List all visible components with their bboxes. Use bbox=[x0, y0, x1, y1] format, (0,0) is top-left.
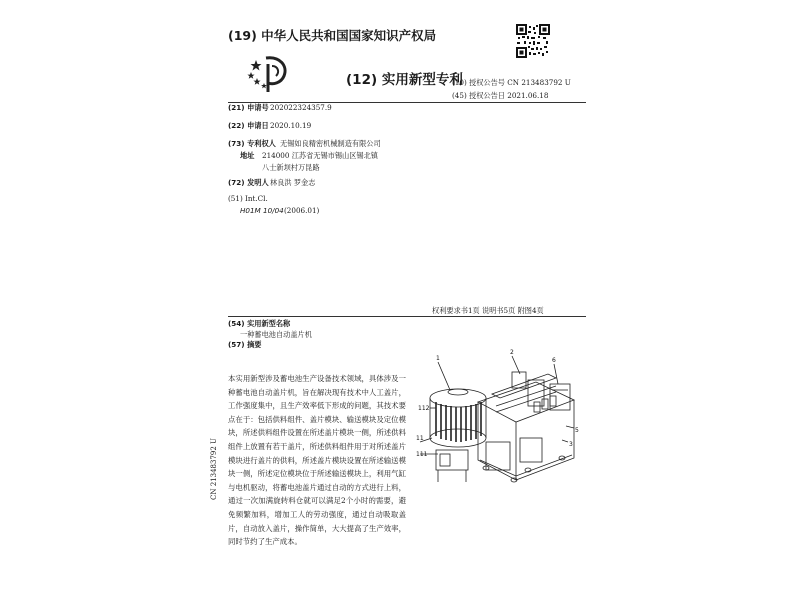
patent-page bbox=[210, 18, 586, 582]
abstract-label: (57) 摘要 bbox=[228, 340, 262, 349]
office-name: (19) 中华人民共和国国家知识产权局 bbox=[228, 28, 437, 43]
machine-drawing bbox=[416, 342, 580, 502]
publication-date: (45) 授权公告日 2021.06.18 bbox=[452, 91, 549, 100]
page-count-note: 权利要求书1页 说明书5页 附图4页 bbox=[432, 306, 544, 315]
figure-label: 5 bbox=[575, 427, 579, 434]
abstract-rule bbox=[228, 316, 586, 317]
int-cl-label: (51) Int.Cl. bbox=[228, 194, 268, 203]
figure-label: 112 bbox=[418, 405, 430, 412]
patentee: 无锡如良精密机械制造有限公司 bbox=[280, 139, 381, 148]
int-cl-code: H01M 10/04 bbox=[240, 206, 284, 215]
figure-label: 1 bbox=[436, 355, 440, 362]
filing-date: 2020.10.19 bbox=[270, 121, 312, 130]
figure-label: 11 bbox=[416, 435, 424, 442]
document-type: (12) 实用新型专利 bbox=[346, 72, 463, 88]
abstract-text: 本实用新型涉及蓄电池生产设备技术领域，具体涉及一种蓄电池自动盖片机，旨在解决现有技术中人工盖片，工作强度集中，且生产效率低下形成的问题，其技术要点在于：包括供料组件、盖片模块、输送模块及定位模块，所述供料组件设置在所述盖片模块一侧，所述供料组件上放置有若干盖片，所述供料组件用于对所述盖片模块进行盖片的供料，所述盖片模块设置在所述输送模块一侧，所述定位模块位于所述输送模块上，利用气缸与电机驱动，将蓄电池盖片通过自动的方式进行上料，通过一次加满旋转料仓就可以满足2个小时的需要，避免频繁加料，增加工人的劳动强度，通过自动吸取盖片，自动放入盖片，操作简单，大大提高了生产效率，同时节约了生产成本。 bbox=[228, 374, 406, 547]
application-number-label: (21) 申请号 bbox=[228, 103, 269, 112]
filing-date-label: (22) 申请日 bbox=[228, 121, 269, 130]
patentee-label: (73) 专利权人 bbox=[228, 139, 276, 148]
utility-model-title: 一种蓄电池自动盖片机 bbox=[240, 330, 312, 339]
title-label: (54) 实用新型名称 bbox=[228, 319, 291, 328]
side-publication-code: CN 213483792 U bbox=[210, 438, 218, 500]
address-label: 地址 bbox=[240, 151, 255, 160]
address-line-1: 214000 江苏省无锡市锡山区锡北镇 bbox=[262, 151, 378, 160]
int-cl-year: (2006.01) bbox=[284, 206, 320, 215]
inventor-label: (72) 发明人 bbox=[228, 178, 269, 187]
application-number: 202022324357.9 bbox=[270, 103, 332, 112]
address-line-2: 八士新坝村万昆路 bbox=[262, 163, 320, 172]
figure-label: 6 bbox=[552, 357, 556, 364]
publication-number: (10) 授权公告号 CN 213483792 U bbox=[452, 78, 571, 87]
figure-label: 3 bbox=[569, 441, 573, 448]
inventors: 林良洪 罗金志 bbox=[270, 178, 316, 187]
figure-label: 111 bbox=[416, 451, 428, 458]
patent-office-logo-icon bbox=[246, 52, 290, 96]
qr-code-icon bbox=[516, 24, 550, 58]
figure-label: 2 bbox=[510, 349, 514, 356]
